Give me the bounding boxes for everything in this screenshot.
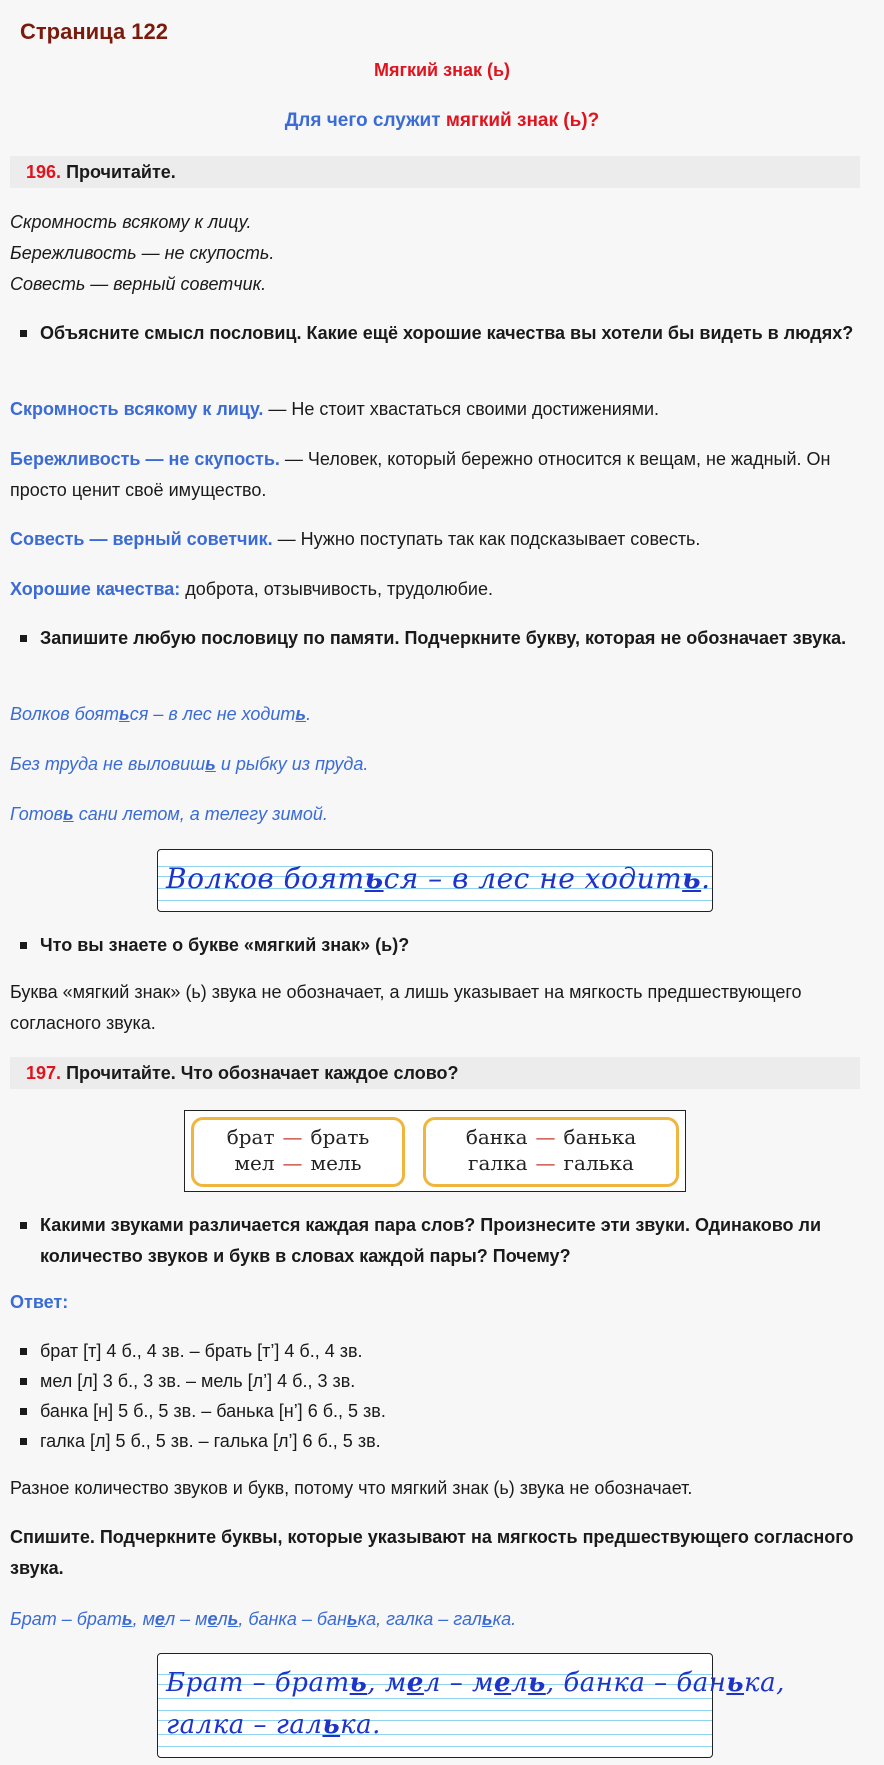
topic-title: Мягкий знак (ь)	[373, 60, 511, 80]
question-part1: Для чего служит	[284, 110, 446, 131]
dash: —	[282, 1151, 303, 1175]
text-part: сани летом, а телегу зимой.	[73, 804, 328, 824]
task-number: 197.	[26, 1063, 62, 1083]
word-pair	[194, 1125, 402, 1149]
proverb-1: Скромность всякому к лицу.	[10, 212, 252, 232]
underlined-letter: ь	[227, 1609, 239, 1629]
underlined-letter: е	[406, 1668, 424, 1698]
underlined-letter: ь	[119, 704, 130, 724]
underlined-letter: ь	[481, 1609, 493, 1629]
answer-text: — Нужно поступать так как подсказывает совесть.	[272, 529, 701, 549]
task-196-header	[10, 156, 860, 188]
underlined-letter: ь	[726, 1668, 745, 1698]
page-heading: Страница 122	[20, 19, 168, 44]
question-bullet: Объясните смысл пословиц. Какие ещё хорошие качества вы хотели бы видеть в людях?	[40, 318, 860, 349]
handwritten-line	[166, 1668, 785, 1698]
answer-paragraph	[10, 574, 870, 605]
answer-text: — Не стоит хвастаться своими достижениями.	[263, 399, 660, 419]
example-words	[10, 1609, 516, 1630]
word: брат	[226, 1125, 275, 1149]
text-part: , банка – бан	[545, 1668, 727, 1698]
dash: —	[535, 1125, 556, 1149]
task-instruction: Спишите. Подчеркните буквы, которые указывают на мягкость предшествующего согласного звука.	[10, 1527, 854, 1578]
word: банка	[465, 1125, 528, 1149]
text-part: ка.	[492, 1609, 517, 1629]
question-bullet: Запишите любую пословицу по памяти. Подчеркните букву, которая не обозначает звука.	[40, 623, 860, 654]
answer-text: — Человек, который бережно относится к вещам, не жадный. Он просто ценит своё имущество.	[10, 449, 831, 500]
list-item: банка [н] 5 б., 5 зв. – банька [н’] 6 б., 5 зв.	[40, 1396, 386, 1426]
word: галька	[563, 1151, 634, 1175]
word-pair	[194, 1151, 402, 1175]
example-proverb	[10, 804, 328, 825]
list-item: брат [т] 4 б., 4 зв. – брать [т’] 4 б., 4 зв.	[40, 1336, 386, 1366]
answer-term: Хорошие качества:	[10, 579, 181, 599]
handwritten-line	[166, 1710, 381, 1740]
underlined-letter: ь	[63, 804, 74, 824]
text-part: галка – гал	[166, 1710, 323, 1740]
example-proverb	[10, 704, 311, 725]
lesson-question	[0, 110, 884, 132]
text-part: , м	[132, 1609, 155, 1629]
task-label: Прочитайте. Что обозначает каждое слово?	[66, 1063, 459, 1083]
text-part: л – м	[164, 1609, 208, 1629]
answer-term: Скромность всякому к лицу.	[10, 399, 264, 419]
answer-paragraph: Буква «мягкий знак» (ь) звука не обозначает, а лишь указывает на мягкость предшествующего согласного звука.	[10, 982, 802, 1033]
answer-text: доброта, отзывчивость, трудолюбие.	[180, 579, 493, 599]
answer-term: Совесть — верный советчик.	[10, 529, 273, 549]
text-part: ка, галка – гал	[357, 1609, 482, 1629]
list-item: мел [л] 3 б., 3 зв. – мель [л’] 4 б., 3 зв.	[40, 1366, 386, 1396]
handwriting-image	[157, 849, 713, 912]
word: галка	[468, 1151, 528, 1175]
underlined-letter: ь	[121, 1609, 133, 1629]
underlined-letter: е	[154, 1609, 165, 1629]
text-part: ся – в лес не ходит	[383, 862, 683, 895]
question-bullet: Что вы знаете о букве «мягкий знак» (ь)?	[40, 930, 860, 961]
answer-paragraph	[10, 444, 870, 506]
word: мель	[310, 1151, 362, 1175]
text-part: Готов	[10, 804, 63, 824]
underlined-letter: ь	[349, 1668, 368, 1698]
underlined-letter: ь	[364, 862, 384, 895]
underlined-letter: ь	[346, 1609, 358, 1629]
dash: —	[282, 1125, 303, 1149]
dash: —	[535, 1151, 556, 1175]
task-number: 196.	[26, 162, 62, 182]
text-part: Без труда не выловиш	[10, 754, 206, 774]
answer-term: Бережливость — не скупость.	[10, 449, 280, 469]
word: брать	[310, 1125, 370, 1149]
word-pair	[426, 1125, 676, 1149]
word-pair-group	[423, 1117, 679, 1187]
text-part: л – м	[423, 1668, 495, 1698]
text-part: Волков боят	[10, 704, 120, 724]
word: банька	[563, 1125, 637, 1149]
answer-paragraph	[10, 524, 870, 555]
text-part: ся – в лес не ходит	[129, 704, 296, 724]
text-part: .	[306, 704, 312, 724]
underlined-letter: ь	[205, 754, 216, 774]
word-pair	[426, 1151, 676, 1175]
answer-label: Ответ:	[10, 1292, 69, 1312]
text-part: и рыбку из пруда.	[215, 754, 369, 774]
text-part: , м	[367, 1668, 407, 1698]
word: мел	[234, 1151, 275, 1175]
question-bullet: Какими звуками различается каждая пара слов? Произнесите эти звуки. Одинаково ли количество звуков и букв в словах каждой пары? Почему?	[40, 1210, 860, 1272]
text-part: Брат – брат	[166, 1668, 350, 1698]
handwritten-text	[166, 862, 711, 895]
task-label: Прочитайте.	[66, 162, 176, 182]
answer-paragraph	[10, 394, 870, 425]
underlined-letter: ь	[682, 862, 702, 895]
task-197-header	[10, 1057, 860, 1089]
answer-list	[40, 1336, 386, 1456]
word-pair-group	[191, 1117, 405, 1187]
word-pairs-image	[184, 1110, 686, 1192]
proverb-2: Бережливость — не скупость.	[10, 243, 275, 263]
text-part: , банка – бан	[238, 1609, 347, 1629]
proverb-3: Совесть — верный советчик.	[10, 274, 267, 294]
text-part: л	[511, 1668, 529, 1698]
underlined-letter: ь	[295, 704, 307, 724]
underlined-letter: ь	[528, 1668, 546, 1698]
underlined-letter: ь	[322, 1710, 341, 1740]
underlined-letter: е	[494, 1668, 512, 1698]
conclusion: Разное количество звуков и букв, потому что мягкий знак (ь) звука не обозначает.	[10, 1478, 693, 1498]
text-part: ка,	[744, 1668, 785, 1698]
example-proverb	[10, 754, 368, 775]
list-item: галка [л] 5 б., 5 зв. – галька [л’] 6 б., 5 зв.	[40, 1426, 386, 1456]
text-part: Волков боят	[166, 862, 365, 895]
text-part: Брат – брат	[10, 1609, 122, 1629]
text-part: л	[217, 1609, 228, 1629]
handwriting-image	[157, 1653, 785, 1758]
text-part: .	[701, 862, 711, 895]
question-part2: мягкий знак (ь)?	[445, 110, 600, 131]
underlined-letter: е	[207, 1609, 218, 1629]
text-part: ка.	[340, 1710, 381, 1740]
